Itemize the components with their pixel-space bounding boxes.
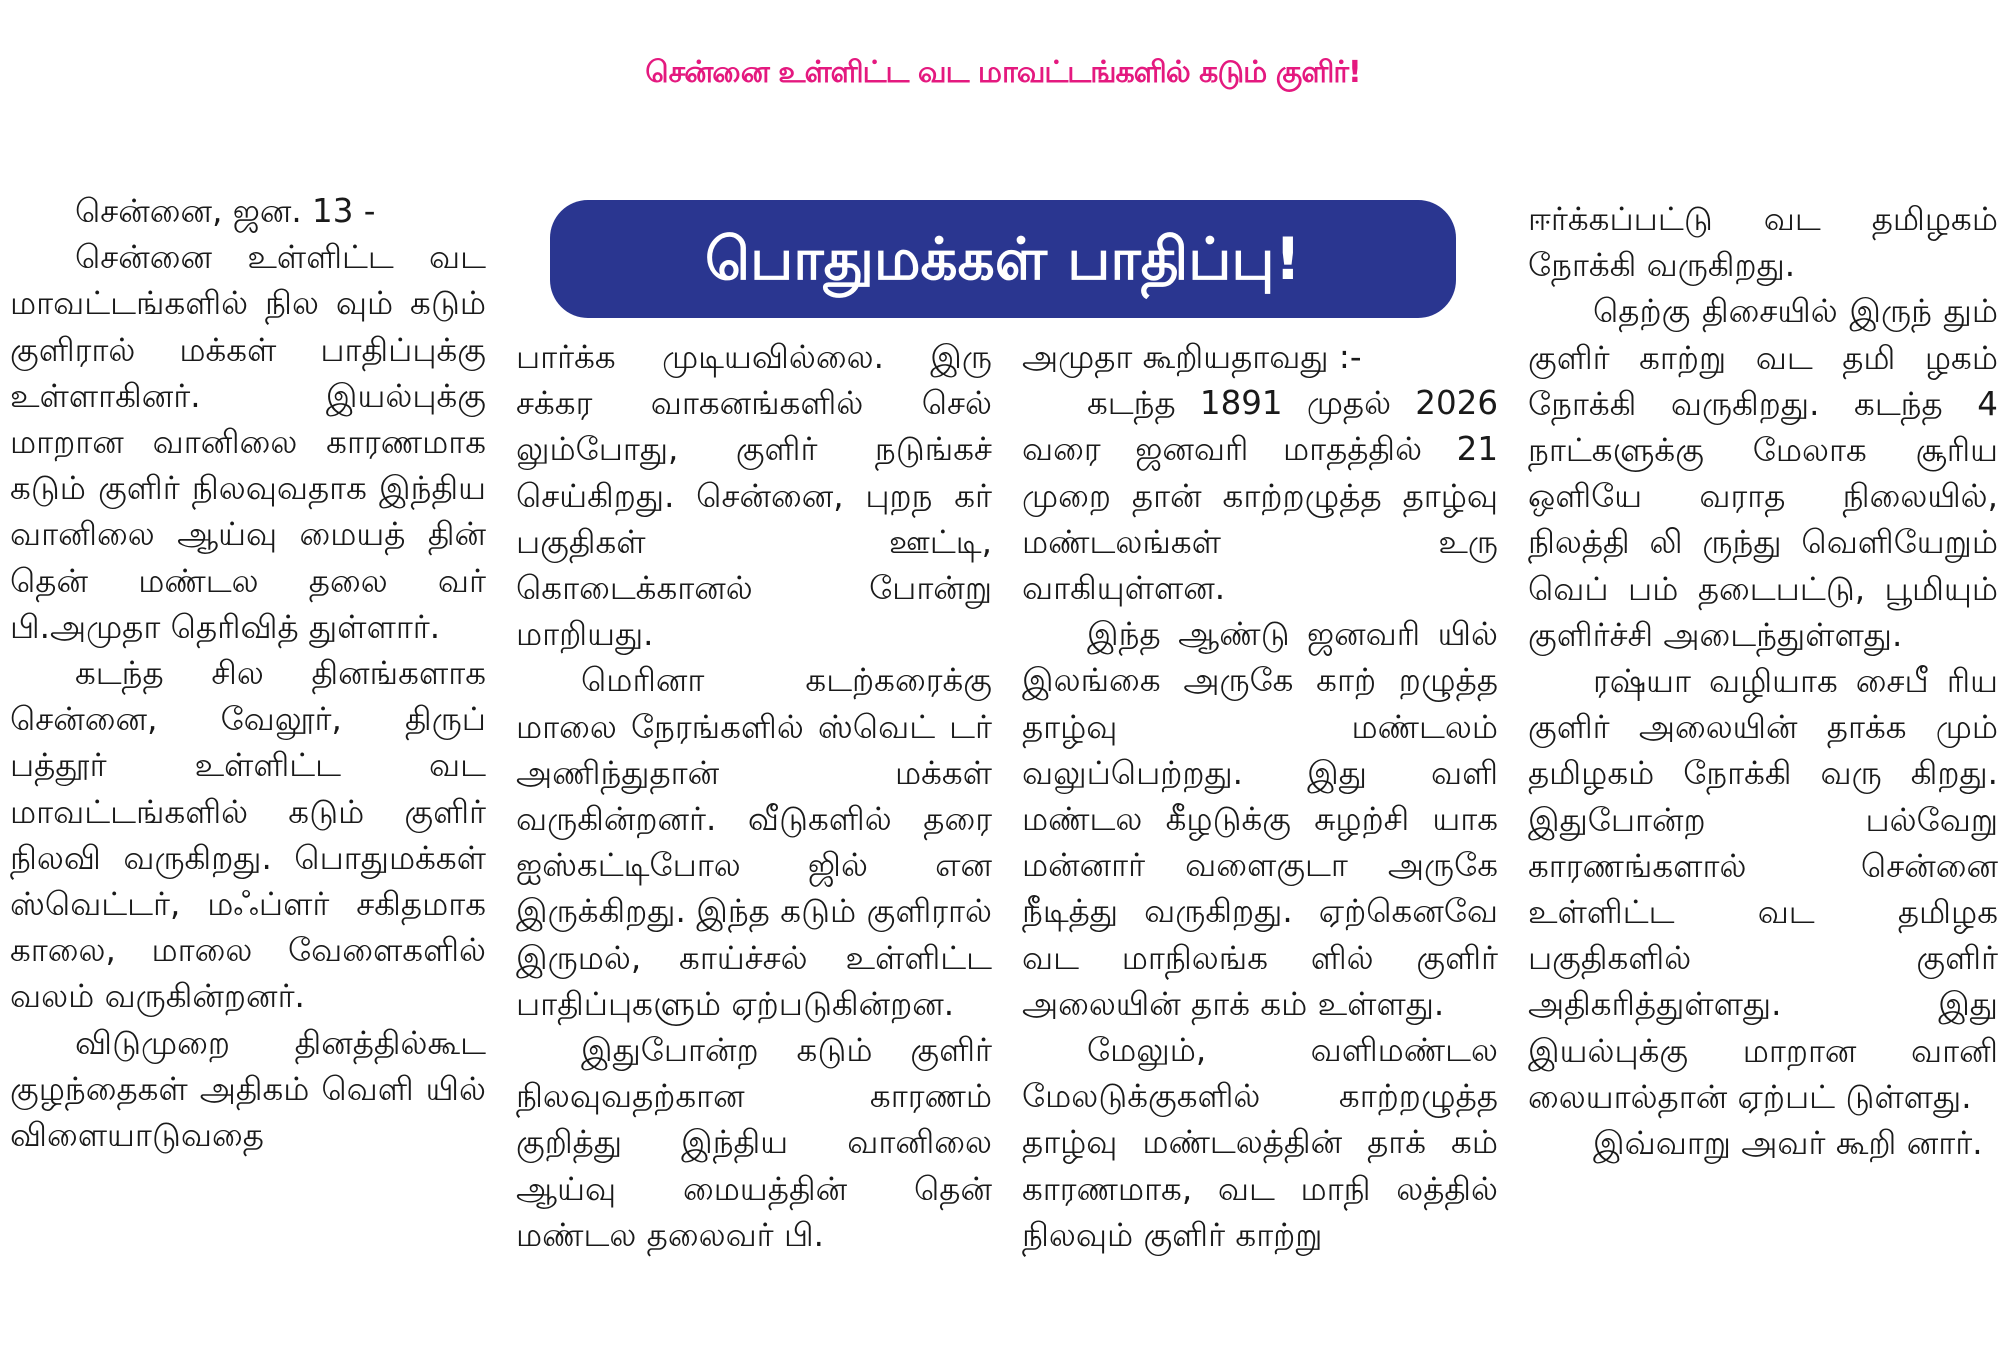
body-paragraph: மேலும், வளிமண்டல மேலடுக்குகளில் காற்றழுத்த தாழ்வு மண்டலத்தின் தாக் கம் காரணமாக, வட மாநி லத்தில் நிலவும் குளிர் காற்று (1022, 1031, 1498, 1254)
article-column-3 (1022, 334, 1498, 1258)
body-paragraph: தெற்கு திசையில் இருந் தும் குளிர் காற்று வட தமி ழகம் நோக்கி வருகிறது. கடந்த 4 நாட்களுக்கு மேலாக சூரிய ஒளியே வராத நிலையில், நிலத்தி லி ருந்து வெளியேறும் வெப் பம் தடைபட்டு, பூமியும் குளிர்ச்சி அடைந்துள்ளது. (1528, 292, 1998, 654)
body-paragraph: கடந்த சில தினங்களாக சென்னை, வேலூர், திருப் பத்தூர் உள்ளிட்ட வட மாவட்டங்களில் கடும் குளிர் நிலவி வருகிறது. பொதுமக்கள் ஸ்வெட்டர், மஃப்ளர் சகிதமாக காலை, மாலை வேளைகளில் வலம் வருகின்றனர். (10, 654, 486, 1016)
body-paragraph: பார்க்க முடியவில்லை. இரு சக்கர வாகனங்களில் செல் லும்போது, குளிர் நடுங்கச் செய்கிறது. சென்னை, புறந கர் பகுதிகள் ஊட்டி, கொடைக்கானல் போன்று மாறியது. (516, 338, 992, 654)
dateline-paragraph: சென்னை, ஜன. 13 - (75, 192, 376, 230)
article-column-4 (1528, 196, 1998, 1166)
subheadline-banner: பொதுமக்கள் பாதிப்பு! (550, 200, 1456, 318)
body-paragraph: மெரினா கடற்கரைக்கு மாலை நேரங்களில் ஸ்வெட் டர் அணிந்துதான் மக்கள் வருகின்றனர். வீடுகளில் தரை ஐஸ்கட்டிபோல ஜில் என இருக்கிறது. இந்த கடும் குளிரால் இருமல், காய்ச்சல் உள்ளிட்ட பாதிப்புகளும் ஏற்படுகின்றன. (516, 661, 992, 1023)
headline: சென்னை உள்ளிட்ட வட மாவட்டங்களில் கடும் குளிர்! (645, 55, 1361, 90)
body-paragraph: சென்னை உள்ளிட்ட வட மாவட்டங்களில் நில வும் கடும் குளிரால் மக்கள் பாதிப்புக்கு உள்ளாகினர். இயல்புக்கு மாறான வானிலை காரணமாக கடும் குளிர் நிலவுவதாக இந்திய வானிலை ஆய்வு மையத் தின் தென் மண்டல தலை வர் பி.அமுதா தெரிவித் துள்ளார். (10, 238, 486, 646)
body-paragraph: இதுபோன்ற கடும் குளிர் நிலவுவதற்கான காரணம் குறித்து இந்திய வானிலை ஆய்வு மையத்தின் தென் மண்டல தலைவர் பி. (516, 1031, 992, 1254)
body-paragraph: கடந்த 1891 முதல் 2026 வரை ஜனவரி மாதத்தில் 21 முறை தான் காற்றழுத்த தாழ்வு மண்டலங்கள் உரு வாகியுள்ளன. (1022, 384, 1498, 608)
body-paragraph: அமுதா கூறியதாவது :- (1022, 338, 1362, 376)
body-paragraph: ஈர்க்கப்பட்டு வட தமிழகம் நோக்கி வருகிறது. (1528, 200, 1998, 285)
body-paragraph: ரஷ்யா வழியாக சைபீ ரிய குளிர் அலையின் தாக்க மும் தமிழகம் நோக்கி வரு கிறது. இதுபோன்ற பல்வேறு காரணங்களால் சென்னை உள்ளிட்ட வட தமிழக பகுதிகளில் குளிர் அதிகரித்துள்ளது. இது இயல்புக்கு மாறான வானி லையால்தான் ஏற்பட் டுள்ளது. (1528, 662, 1998, 1116)
article-column-2 (516, 334, 992, 1258)
body-paragraph: இந்த ஆண்டு ஜனவரி யில் இலங்கை அருகே காற் றழுத்த தாழ்வு மண்டலம் வலுப்பெற்றது. இது வளி மண்டல கீழடுக்கு சுழற்சி யாக மன்னார் வளைகுடா அருகே நீடித்து வருகிறது. ஏற்கெனவே வட மாநிலங்க ளில் குளிர் அலையின் தாக் கம் உள்ளது. (1022, 615, 1498, 1023)
body-paragraph: இவ்வாறு அவர் கூறி னார். (1593, 1124, 1983, 1163)
body-paragraph: விடுமுறை தினத்தில்கூட குழந்தைகள் அதிகம் வெளி யில் விளையாடுவதை (10, 1023, 486, 1155)
article-column-1 (10, 188, 486, 1158)
